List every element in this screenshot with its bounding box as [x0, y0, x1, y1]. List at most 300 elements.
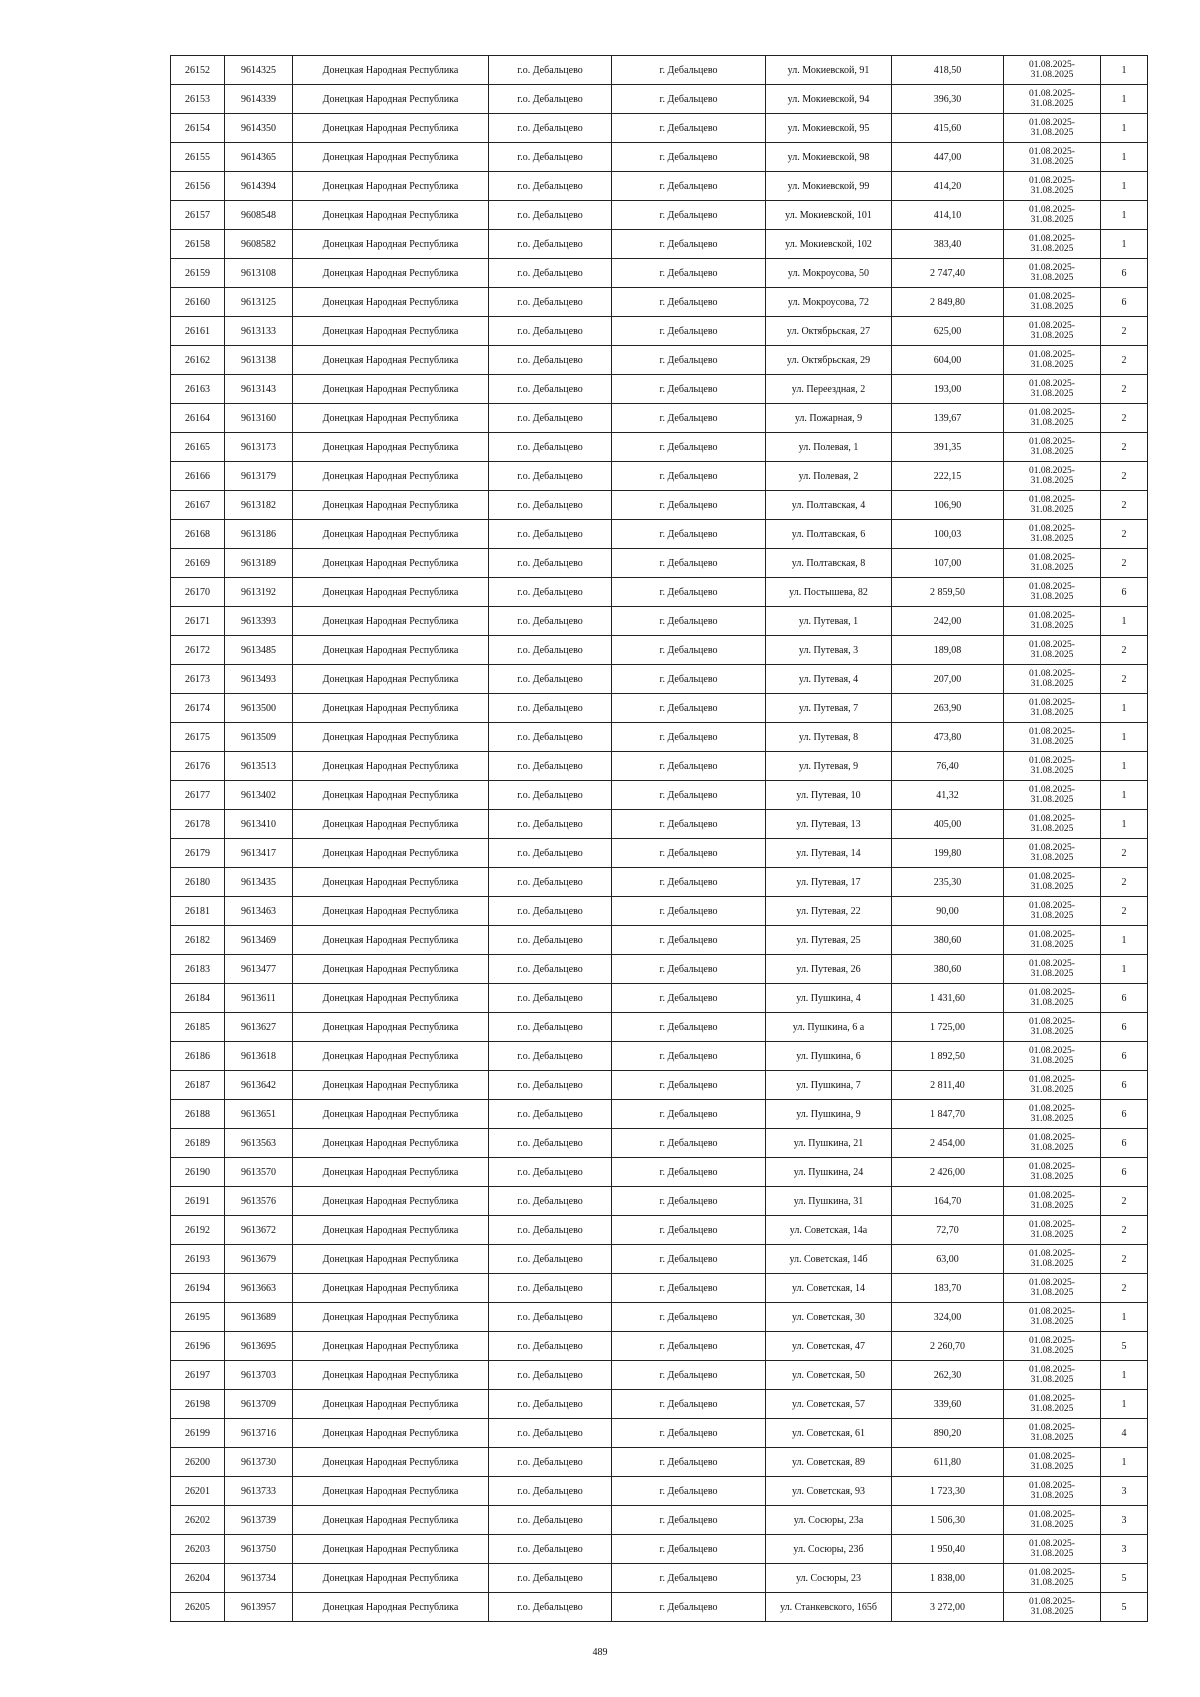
- cell-area: 418,50: [892, 56, 1004, 85]
- cell-object-id: 9613672: [225, 1216, 293, 1245]
- cell-address: ул. Мокиевской, 94: [766, 85, 892, 114]
- cell-municipality: г.о. Дебальцево: [489, 143, 612, 172]
- cell-region: Донецкая Народная Республика: [293, 1042, 489, 1071]
- cell-row-number: 26173: [171, 665, 225, 694]
- cell-row-number: 26184: [171, 984, 225, 1013]
- table-row: [171, 1477, 1148, 1506]
- cell-region: Донецкая Народная Республика: [293, 723, 489, 752]
- cell-region: Донецкая Народная Республика: [293, 839, 489, 868]
- cell-row-number: 26159: [171, 259, 225, 288]
- table-row: [171, 1390, 1148, 1419]
- cell-address: ул. Пушкина, 6: [766, 1042, 892, 1071]
- cell-region: Донецкая Народная Республика: [293, 1506, 489, 1535]
- cell-area: 2 747,40: [892, 259, 1004, 288]
- cell-period: 01.08.2025- 31.08.2025: [1004, 346, 1101, 375]
- table-row: [171, 1593, 1148, 1622]
- cell-period: 01.08.2025- 31.08.2025: [1004, 433, 1101, 462]
- cell-row-number: 26181: [171, 897, 225, 926]
- cell-address: ул. Мокиевской, 91: [766, 56, 892, 85]
- cell-object-id: 9613576: [225, 1187, 293, 1216]
- cell-row-number: 26162: [171, 346, 225, 375]
- cell-area: 405,00: [892, 810, 1004, 839]
- cell-address: ул. Пушкина, 9: [766, 1100, 892, 1129]
- cell-row-number: 26164: [171, 404, 225, 433]
- cell-row-number: 26202: [171, 1506, 225, 1535]
- cell-count: 2: [1101, 1245, 1148, 1274]
- cell-period: 01.08.2025- 31.08.2025: [1004, 462, 1101, 491]
- table-row: [171, 781, 1148, 810]
- cell-municipality: г.о. Дебальцево: [489, 1216, 612, 1245]
- cell-row-number: 26175: [171, 723, 225, 752]
- cell-region: Донецкая Народная Республика: [293, 607, 489, 636]
- cell-period: 01.08.2025- 31.08.2025: [1004, 1477, 1101, 1506]
- cell-row-number: 26183: [171, 955, 225, 984]
- cell-locality: г. Дебальцево: [612, 114, 766, 143]
- cell-municipality: г.о. Дебальцево: [489, 1187, 612, 1216]
- cell-period: 01.08.2025- 31.08.2025: [1004, 1245, 1101, 1274]
- cell-count: 1: [1101, 810, 1148, 839]
- cell-locality: г. Дебальцево: [612, 868, 766, 897]
- table-row: [171, 1158, 1148, 1187]
- cell-period: 01.08.2025- 31.08.2025: [1004, 955, 1101, 984]
- cell-row-number: 26171: [171, 607, 225, 636]
- cell-region: Донецкая Народная Республика: [293, 1303, 489, 1332]
- cell-municipality: г.о. Дебальцево: [489, 1158, 612, 1187]
- table-row: [171, 926, 1148, 955]
- cell-address: ул. Пушкина, 6 а: [766, 1013, 892, 1042]
- cell-municipality: г.о. Дебальцево: [489, 1361, 612, 1390]
- cell-region: Донецкая Народная Республика: [293, 259, 489, 288]
- cell-address: ул. Сосюры, 23а: [766, 1506, 892, 1535]
- cell-region: Донецкая Народная Республика: [293, 346, 489, 375]
- cell-count: 2: [1101, 665, 1148, 694]
- cell-row-number: 26172: [171, 636, 225, 665]
- cell-locality: г. Дебальцево: [612, 752, 766, 781]
- cell-region: Донецкая Народная Республика: [293, 1419, 489, 1448]
- cell-locality: г. Дебальцево: [612, 143, 766, 172]
- cell-municipality: г.о. Дебальцево: [489, 1071, 612, 1100]
- cell-area: 189,08: [892, 636, 1004, 665]
- cell-count: 2: [1101, 1274, 1148, 1303]
- cell-period: 01.08.2025- 31.08.2025: [1004, 694, 1101, 723]
- cell-municipality: г.о. Дебальцево: [489, 1100, 612, 1129]
- cell-row-number: 26203: [171, 1535, 225, 1564]
- table-row: [171, 868, 1148, 897]
- table-row: [171, 143, 1148, 172]
- cell-locality: г. Дебальцево: [612, 1303, 766, 1332]
- cell-address: ул. Мокиевской, 102: [766, 230, 892, 259]
- cell-locality: г. Дебальцево: [612, 433, 766, 462]
- cell-area: 391,35: [892, 433, 1004, 462]
- cell-object-id: 9613733: [225, 1477, 293, 1506]
- cell-municipality: г.о. Дебальцево: [489, 172, 612, 201]
- cell-locality: г. Дебальцево: [612, 317, 766, 346]
- cell-address: ул. Пушкина, 21: [766, 1129, 892, 1158]
- table-row: [171, 85, 1148, 114]
- cell-area: 383,40: [892, 230, 1004, 259]
- records-table-body: [171, 56, 1148, 1622]
- cell-object-id: 9613493: [225, 665, 293, 694]
- cell-row-number: 26185: [171, 1013, 225, 1042]
- cell-object-id: 9613703: [225, 1361, 293, 1390]
- cell-period: 01.08.2025- 31.08.2025: [1004, 114, 1101, 143]
- table-row: [171, 694, 1148, 723]
- cell-object-id: 9613160: [225, 404, 293, 433]
- cell-period: 01.08.2025- 31.08.2025: [1004, 404, 1101, 433]
- cell-object-id: 9613618: [225, 1042, 293, 1071]
- cell-count: 6: [1101, 1071, 1148, 1100]
- cell-period: 01.08.2025- 31.08.2025: [1004, 317, 1101, 346]
- cell-object-id: 9613435: [225, 868, 293, 897]
- cell-object-id: 9613133: [225, 317, 293, 346]
- cell-area: 604,00: [892, 346, 1004, 375]
- cell-count: 1: [1101, 56, 1148, 85]
- cell-address: ул. Полтавская, 8: [766, 549, 892, 578]
- cell-locality: г. Дебальцево: [612, 897, 766, 926]
- cell-address: ул. Путевая, 26: [766, 955, 892, 984]
- cell-locality: г. Дебальцево: [612, 1506, 766, 1535]
- cell-region: Донецкая Народная Республика: [293, 288, 489, 317]
- cell-area: 207,00: [892, 665, 1004, 694]
- cell-object-id: 9614394: [225, 172, 293, 201]
- cell-address: ул. Полтавская, 6: [766, 520, 892, 549]
- cell-period: 01.08.2025- 31.08.2025: [1004, 1535, 1101, 1564]
- cell-period: 01.08.2025- 31.08.2025: [1004, 1564, 1101, 1593]
- cell-region: Донецкая Народная Республика: [293, 114, 489, 143]
- cell-period: 01.08.2025- 31.08.2025: [1004, 1332, 1101, 1361]
- cell-locality: г. Дебальцево: [612, 1448, 766, 1477]
- cell-period: 01.08.2025- 31.08.2025: [1004, 926, 1101, 955]
- cell-municipality: г.о. Дебальцево: [489, 839, 612, 868]
- cell-count: 2: [1101, 839, 1148, 868]
- cell-period: 01.08.2025- 31.08.2025: [1004, 1390, 1101, 1419]
- cell-municipality: г.о. Дебальцево: [489, 636, 612, 665]
- cell-address: ул. Путевая, 9: [766, 752, 892, 781]
- cell-locality: г. Дебальцево: [612, 1216, 766, 1245]
- cell-row-number: 26190: [171, 1158, 225, 1187]
- cell-address: ул. Октябрьская, 27: [766, 317, 892, 346]
- table-row: [171, 1535, 1148, 1564]
- table-row: [171, 201, 1148, 230]
- cell-locality: г. Дебальцево: [612, 1129, 766, 1158]
- cell-area: 100,03: [892, 520, 1004, 549]
- cell-locality: г. Дебальцево: [612, 781, 766, 810]
- cell-period: 01.08.2025- 31.08.2025: [1004, 1100, 1101, 1129]
- cell-address: ул. Советская, 50: [766, 1361, 892, 1390]
- cell-region: Донецкая Народная Республика: [293, 868, 489, 897]
- cell-object-id: 9613143: [225, 375, 293, 404]
- cell-object-id: 9608548: [225, 201, 293, 230]
- cell-row-number: 26153: [171, 85, 225, 114]
- cell-municipality: г.о. Дебальцево: [489, 1477, 612, 1506]
- cell-object-id: 9614339: [225, 85, 293, 114]
- cell-count: 1: [1101, 143, 1148, 172]
- cell-object-id: 9613179: [225, 462, 293, 491]
- cell-municipality: г.о. Дебальцево: [489, 230, 612, 259]
- cell-area: 473,80: [892, 723, 1004, 752]
- cell-row-number: 26188: [171, 1100, 225, 1129]
- cell-object-id: 9613627: [225, 1013, 293, 1042]
- cell-municipality: г.о. Дебальцево: [489, 607, 612, 636]
- cell-address: ул. Пушкина, 4: [766, 984, 892, 1013]
- cell-object-id: 9613509: [225, 723, 293, 752]
- cell-row-number: 26165: [171, 433, 225, 462]
- table-row: [171, 56, 1148, 85]
- cell-region: Донецкая Народная Республика: [293, 201, 489, 230]
- cell-region: Донецкая Народная Республика: [293, 984, 489, 1013]
- cell-address: ул. Мокиевской, 99: [766, 172, 892, 201]
- cell-count: 3: [1101, 1535, 1148, 1564]
- cell-row-number: 26169: [171, 549, 225, 578]
- cell-object-id: 9613642: [225, 1071, 293, 1100]
- cell-municipality: г.о. Дебальцево: [489, 694, 612, 723]
- cell-object-id: 9613417: [225, 839, 293, 868]
- table-row: [171, 375, 1148, 404]
- cell-locality: г. Дебальцево: [612, 1419, 766, 1448]
- cell-row-number: 26158: [171, 230, 225, 259]
- table-row: [171, 1419, 1148, 1448]
- cell-municipality: г.о. Дебальцево: [489, 1564, 612, 1593]
- cell-period: 01.08.2025- 31.08.2025: [1004, 1216, 1101, 1245]
- cell-municipality: г.о. Дебальцево: [489, 1274, 612, 1303]
- cell-row-number: 26177: [171, 781, 225, 810]
- cell-municipality: г.о. Дебальцево: [489, 578, 612, 607]
- cell-address: ул. Советская, 30: [766, 1303, 892, 1332]
- cell-count: 5: [1101, 1593, 1148, 1622]
- cell-locality: г. Дебальцево: [612, 1361, 766, 1390]
- cell-locality: г. Дебальцево: [612, 1013, 766, 1042]
- cell-count: 1: [1101, 201, 1148, 230]
- cell-period: 01.08.2025- 31.08.2025: [1004, 1071, 1101, 1100]
- cell-region: Донецкая Народная Республика: [293, 491, 489, 520]
- cell-row-number: 26186: [171, 1042, 225, 1071]
- cell-municipality: г.о. Дебальцево: [489, 984, 612, 1013]
- cell-municipality: г.о. Дебальцево: [489, 781, 612, 810]
- cell-object-id: 9613393: [225, 607, 293, 636]
- table-row: [171, 984, 1148, 1013]
- cell-address: ул. Полевая, 1: [766, 433, 892, 462]
- cell-address: ул. Советская, 93: [766, 1477, 892, 1506]
- cell-object-id: 9613125: [225, 288, 293, 317]
- cell-object-id: 9613663: [225, 1274, 293, 1303]
- cell-address: ул. Мокроусова, 50: [766, 259, 892, 288]
- cell-period: 01.08.2025- 31.08.2025: [1004, 984, 1101, 1013]
- cell-municipality: г.о. Дебальцево: [489, 114, 612, 143]
- cell-count: 2: [1101, 868, 1148, 897]
- table-row: [171, 1071, 1148, 1100]
- cell-count: 6: [1101, 578, 1148, 607]
- cell-object-id: 9613734: [225, 1564, 293, 1593]
- cell-period: 01.08.2025- 31.08.2025: [1004, 810, 1101, 839]
- cell-region: Донецкая Народная Республика: [293, 1216, 489, 1245]
- cell-row-number: 26195: [171, 1303, 225, 1332]
- cell-region: Донецкая Народная Республика: [293, 897, 489, 926]
- cell-municipality: г.о. Дебальцево: [489, 752, 612, 781]
- cell-municipality: г.о. Дебальцево: [489, 665, 612, 694]
- cell-row-number: 26196: [171, 1332, 225, 1361]
- cell-municipality: г.о. Дебальцево: [489, 288, 612, 317]
- cell-period: 01.08.2025- 31.08.2025: [1004, 1303, 1101, 1332]
- cell-locality: г. Дебальцево: [612, 578, 766, 607]
- cell-area: 2 260,70: [892, 1332, 1004, 1361]
- cell-municipality: г.о. Дебальцево: [489, 491, 612, 520]
- cell-address: ул. Полтавская, 4: [766, 491, 892, 520]
- cell-region: Донецкая Народная Республика: [293, 926, 489, 955]
- cell-area: 324,00: [892, 1303, 1004, 1332]
- cell-row-number: 26201: [171, 1477, 225, 1506]
- cell-region: Донецкая Народная Республика: [293, 1390, 489, 1419]
- cell-address: ул. Октябрьская, 29: [766, 346, 892, 375]
- cell-row-number: 26199: [171, 1419, 225, 1448]
- cell-area: 415,60: [892, 114, 1004, 143]
- cell-count: 2: [1101, 375, 1148, 404]
- cell-address: ул. Путевая, 17: [766, 868, 892, 897]
- cell-area: 72,70: [892, 1216, 1004, 1245]
- cell-count: 1: [1101, 723, 1148, 752]
- cell-period: 01.08.2025- 31.08.2025: [1004, 1506, 1101, 1535]
- cell-object-id: 9614350: [225, 114, 293, 143]
- cell-period: 01.08.2025- 31.08.2025: [1004, 230, 1101, 259]
- cell-locality: г. Дебальцево: [612, 462, 766, 491]
- cell-period: 01.08.2025- 31.08.2025: [1004, 1361, 1101, 1390]
- cell-area: 414,10: [892, 201, 1004, 230]
- cell-row-number: 26182: [171, 926, 225, 955]
- cell-object-id: 9613485: [225, 636, 293, 665]
- cell-municipality: г.о. Дебальцево: [489, 1245, 612, 1274]
- cell-address: ул. Советская, 14а: [766, 1216, 892, 1245]
- cell-address: ул. Постышева, 82: [766, 578, 892, 607]
- cell-period: 01.08.2025- 31.08.2025: [1004, 897, 1101, 926]
- cell-area: 1 725,00: [892, 1013, 1004, 1042]
- cell-locality: г. Дебальцево: [612, 1071, 766, 1100]
- cell-row-number: 26192: [171, 1216, 225, 1245]
- cell-locality: г. Дебальцево: [612, 810, 766, 839]
- cell-area: 1 892,50: [892, 1042, 1004, 1071]
- cell-area: 3 272,00: [892, 1593, 1004, 1622]
- cell-period: 01.08.2025- 31.08.2025: [1004, 1013, 1101, 1042]
- cell-locality: г. Дебальцево: [612, 723, 766, 752]
- cell-locality: г. Дебальцево: [612, 1100, 766, 1129]
- cell-municipality: г.о. Дебальцево: [489, 1303, 612, 1332]
- table-row: [171, 1361, 1148, 1390]
- table-row: [171, 1187, 1148, 1216]
- table-row: [171, 752, 1148, 781]
- cell-object-id: 9613611: [225, 984, 293, 1013]
- cell-count: 2: [1101, 636, 1148, 665]
- cell-area: 2 426,00: [892, 1158, 1004, 1187]
- cell-object-id: 9613709: [225, 1390, 293, 1419]
- cell-locality: г. Дебальцево: [612, 288, 766, 317]
- cell-locality: г. Дебальцево: [612, 839, 766, 868]
- cell-period: 01.08.2025- 31.08.2025: [1004, 520, 1101, 549]
- cell-object-id: 9614365: [225, 143, 293, 172]
- cell-object-id: 9613651: [225, 1100, 293, 1129]
- cell-area: 41,32: [892, 781, 1004, 810]
- cell-locality: г. Дебальцево: [612, 520, 766, 549]
- cell-row-number: 26193: [171, 1245, 225, 1274]
- cell-area: 63,00: [892, 1245, 1004, 1274]
- cell-area: 235,30: [892, 868, 1004, 897]
- cell-address: ул. Путевая, 4: [766, 665, 892, 694]
- cell-locality: г. Дебальцево: [612, 665, 766, 694]
- cell-region: Донецкая Народная Республика: [293, 665, 489, 694]
- table-row: [171, 288, 1148, 317]
- cell-locality: г. Дебальцево: [612, 607, 766, 636]
- cell-object-id: 9613402: [225, 781, 293, 810]
- cell-row-number: 26170: [171, 578, 225, 607]
- table-row: [171, 549, 1148, 578]
- cell-address: ул. Пушкина, 24: [766, 1158, 892, 1187]
- cell-count: 1: [1101, 1390, 1148, 1419]
- cell-region: Донецкая Народная Республика: [293, 230, 489, 259]
- cell-address: ул. Сосюры, 23: [766, 1564, 892, 1593]
- table-row: [171, 955, 1148, 984]
- cell-locality: г. Дебальцево: [612, 1593, 766, 1622]
- cell-count: 2: [1101, 520, 1148, 549]
- cell-row-number: 26174: [171, 694, 225, 723]
- cell-period: 01.08.2025- 31.08.2025: [1004, 1129, 1101, 1158]
- table-row: [171, 1506, 1148, 1535]
- cell-row-number: 26204: [171, 1564, 225, 1593]
- cell-address: ул. Советская, 47: [766, 1332, 892, 1361]
- table-row: [171, 1216, 1148, 1245]
- cell-area: 611,80: [892, 1448, 1004, 1477]
- cell-address: ул. Пожарная, 9: [766, 404, 892, 433]
- cell-row-number: 26205: [171, 1593, 225, 1622]
- cell-municipality: г.о. Дебальцево: [489, 259, 612, 288]
- cell-area: 2 454,00: [892, 1129, 1004, 1158]
- cell-address: ул. Советская, 61: [766, 1419, 892, 1448]
- cell-period: 01.08.2025- 31.08.2025: [1004, 752, 1101, 781]
- cell-locality: г. Дебальцево: [612, 955, 766, 984]
- cell-row-number: 26180: [171, 868, 225, 897]
- cell-municipality: г.о. Дебальцево: [489, 1390, 612, 1419]
- cell-locality: г. Дебальцево: [612, 549, 766, 578]
- cell-municipality: г.о. Дебальцево: [489, 1593, 612, 1622]
- cell-period: 01.08.2025- 31.08.2025: [1004, 1274, 1101, 1303]
- cell-count: 6: [1101, 1013, 1148, 1042]
- cell-count: 1: [1101, 230, 1148, 259]
- cell-count: 6: [1101, 288, 1148, 317]
- cell-count: 1: [1101, 1361, 1148, 1390]
- cell-row-number: 26187: [171, 1071, 225, 1100]
- cell-period: 01.08.2025- 31.08.2025: [1004, 1158, 1101, 1187]
- table-row: [171, 636, 1148, 665]
- cell-locality: г. Дебальцево: [612, 1535, 766, 1564]
- table-row: [171, 346, 1148, 375]
- cell-municipality: г.о. Дебальцево: [489, 1042, 612, 1071]
- cell-row-number: 26179: [171, 839, 225, 868]
- cell-municipality: г.о. Дебальцево: [489, 520, 612, 549]
- cell-region: Донецкая Народная Республика: [293, 56, 489, 85]
- cell-count: 2: [1101, 1187, 1148, 1216]
- cell-object-id: 9613689: [225, 1303, 293, 1332]
- cell-row-number: 26189: [171, 1129, 225, 1158]
- table-row: [171, 462, 1148, 491]
- cell-row-number: 26178: [171, 810, 225, 839]
- cell-region: Донецкая Народная Республика: [293, 1593, 489, 1622]
- cell-region: Донецкая Народная Республика: [293, 375, 489, 404]
- cell-count: 1: [1101, 926, 1148, 955]
- table-row: [171, 259, 1148, 288]
- table-row: [171, 607, 1148, 636]
- cell-area: 107,00: [892, 549, 1004, 578]
- table-row: [171, 1042, 1148, 1071]
- cell-region: Донецкая Народная Республика: [293, 1448, 489, 1477]
- cell-region: Донецкая Народная Республика: [293, 1274, 489, 1303]
- cell-locality: г. Дебальцево: [612, 1564, 766, 1593]
- cell-municipality: г.о. Дебальцево: [489, 1535, 612, 1564]
